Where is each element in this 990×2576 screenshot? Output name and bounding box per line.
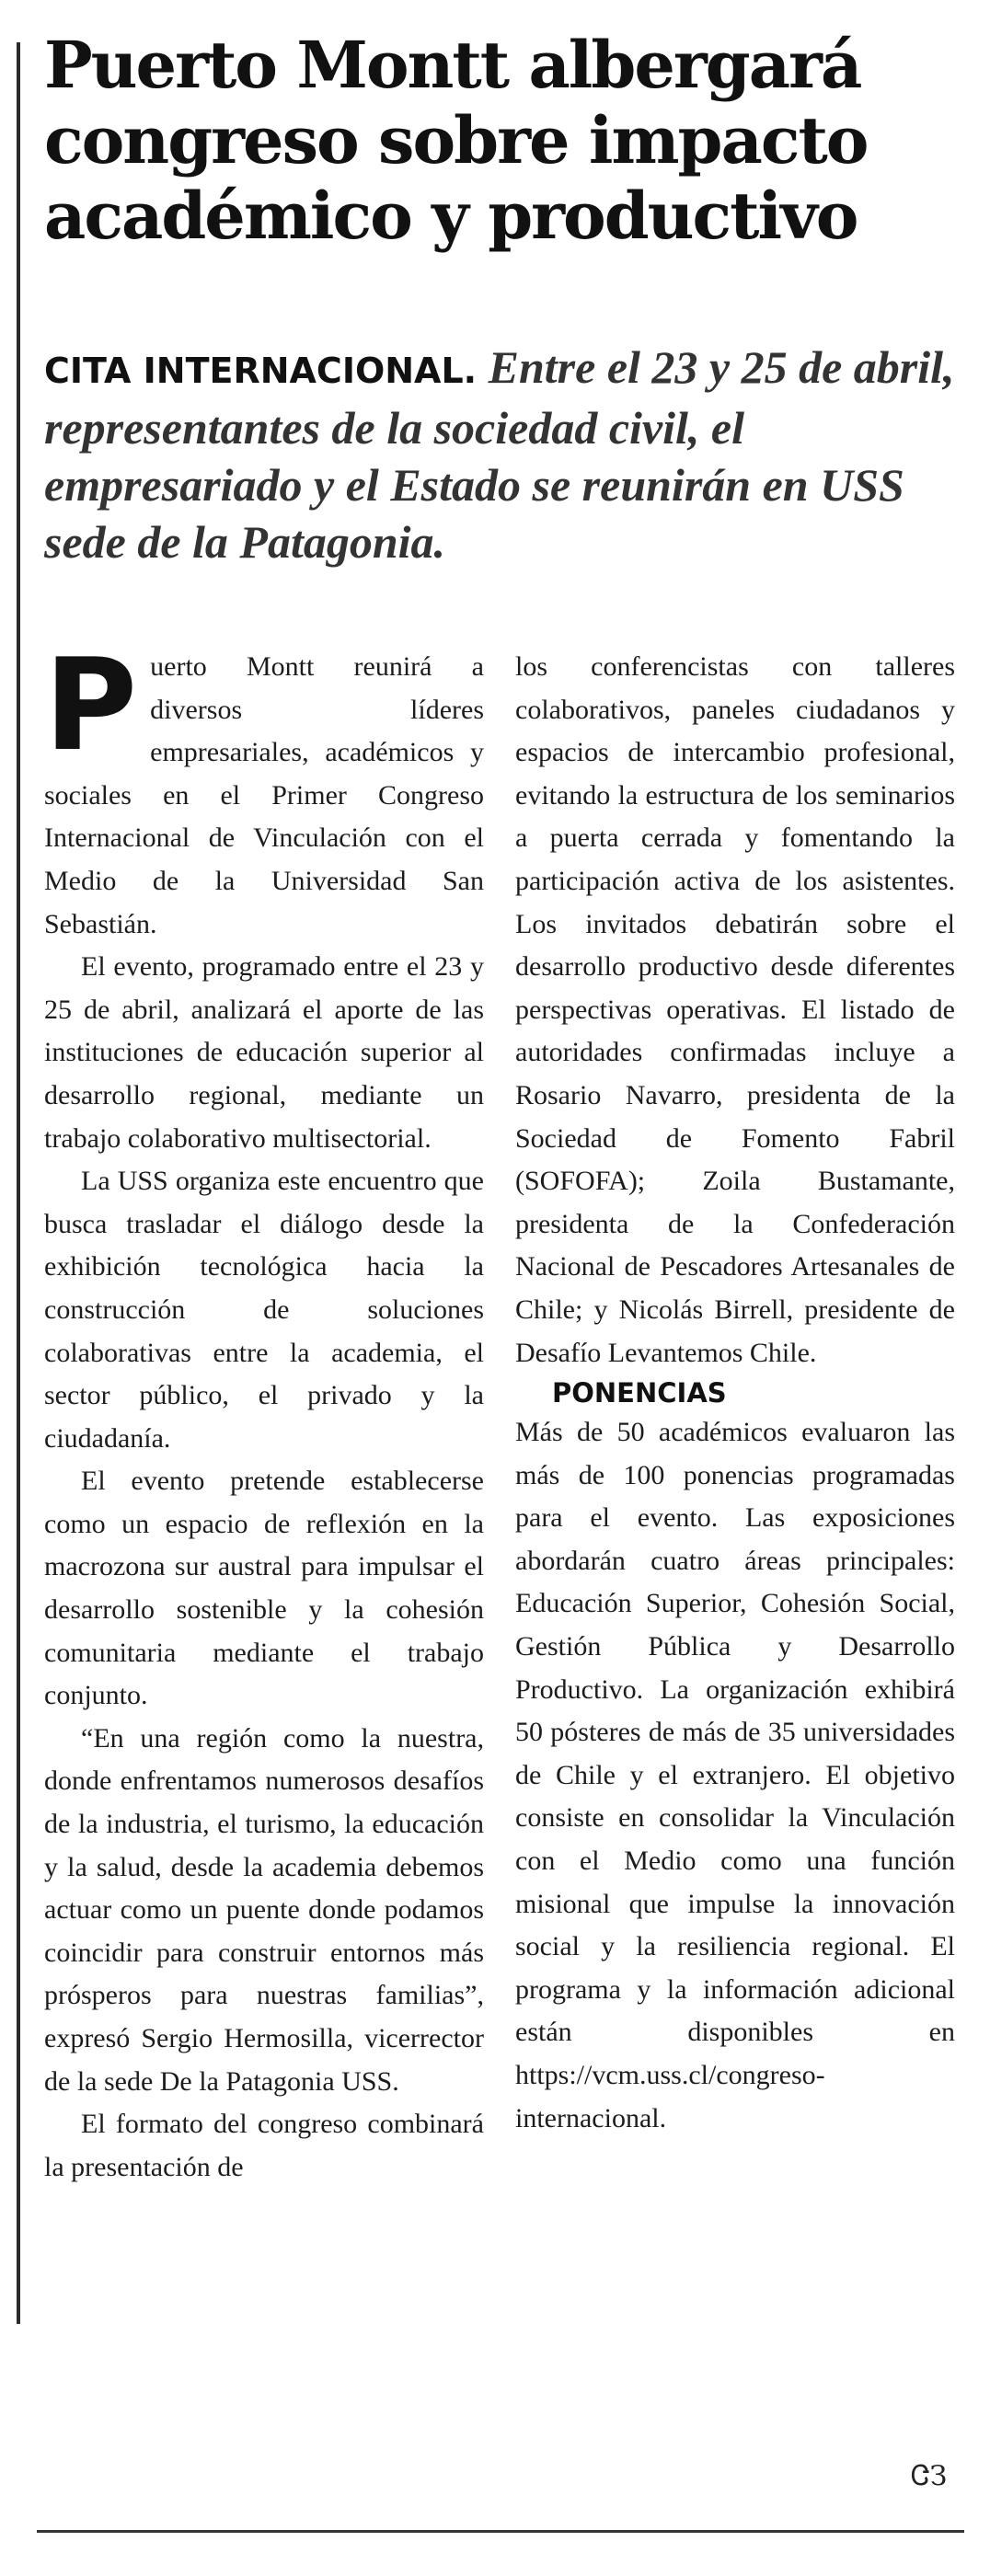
paragraph-1 — [44, 631, 484, 946]
paragraph-6-start: El formato del congreso combinará la presentación de — [44, 2109, 484, 2182]
paragraph-7: Más de 50 académicos evaluaron las más de 100 ponencias programadas para el evento. Las exposiciones abordarán cuatro áreas principales: Educación Superior, Cohesión Social, Gestión Pública y Desarrollo Productivo. La organización exhibirá 50 pósteres de más de 35 universidades de Chile y el extranjero. El objetivo consiste en consolidar la Vinculación con el Medio como una función misional que impulse la innovación social y la resiliencia regional. El programa y la información adicional están disponibles en https://vcm.uss.cl/congreso-internacional. — [515, 1417, 955, 2133]
article-column-left — [44, 631, 484, 2189]
paragraph-1-text: uerto Montt reunirá a diversos líderes empresariales, académicos y sociales en el Primer Congreso Internacional de Vinculación con el Medio de la Universidad San Sebastián. — [44, 651, 484, 939]
paragraph-5-quote: “En una región como la nuestra, donde enfrentamos numerosos desafíos de la industria, el turismo, la educación y la salud, desde la academia debemos actuar como un puente donde podamos coincidir para construir entornos más prósperos para nuestras familias”, expresó Sergio Hermosilla, vicerrector de la sede De la Patagonia USS. — [44, 1722, 484, 2097]
headline: Puerto Montt albergará congreso sobre impacto académico y productivo — [44, 27, 868, 254]
article-column-right — [515, 646, 955, 2140]
dek — [44, 339, 973, 570]
dek-text: Entre el 23 y 25 de abril, representantes de la sociedad civil, el empresariado y el Estado se reunirán en USS sede de la Patagonia. — [44, 341, 955, 568]
drop-cap: P — [44, 631, 138, 779]
bottom-rule — [37, 2530, 964, 2533]
left-column-rule — [17, 42, 20, 2324]
paragraph-4: El evento pretende establecerse como un espacio de reflexión en la macrozona sur austral para impulsar el desarrollo sostenible y la cohesión comunitaria mediante el trabajo conjunto. — [44, 1466, 484, 1711]
dek-kicker: CITA INTERNACIONAL. — [44, 351, 478, 391]
paragraph-3: La USS organiza este encuentro que busca trasladar el diálogo desde la exhibición tecnológica hacia la construcción de soluciones colaborativas entre la academia, el sector público, el privado y la ciudadanía. — [44, 1166, 484, 1454]
end-of-article-mark: ᏣЗ — [911, 2460, 948, 2492]
paragraph-6-continued: los conferencistas con talleres colaborativos, paneles ciudadanos y espacios de intercambio profesional, evitando la estructura de los seminarios a puerta cerrada y fomentando la participación activa de los asistentes. Los invitados debatirán sobre el desarrollo productivo desde diferentes perspectivas operativas. El listado de autoridades confirmadas incluye a Rosario Navarro, presidenta de la Sociedad de Fomento Fabril (SOFOFA); Zoila Bustamante, presidenta de la Confederación Nacional de Pescadores Artesanales de Chile; y Nicolás Birrell, presidente de Desafío Levantemos Chile. — [515, 651, 955, 1368]
section-subhead: PONENCIAS — [552, 1377, 727, 1409]
paragraph-2: El evento, programado entre el 23 y 25 de abril, analizará el aporte de las instituciones de educación superior al desarrollo regional, mediante un trabajo colaborativo multisectorial. — [44, 951, 484, 1154]
